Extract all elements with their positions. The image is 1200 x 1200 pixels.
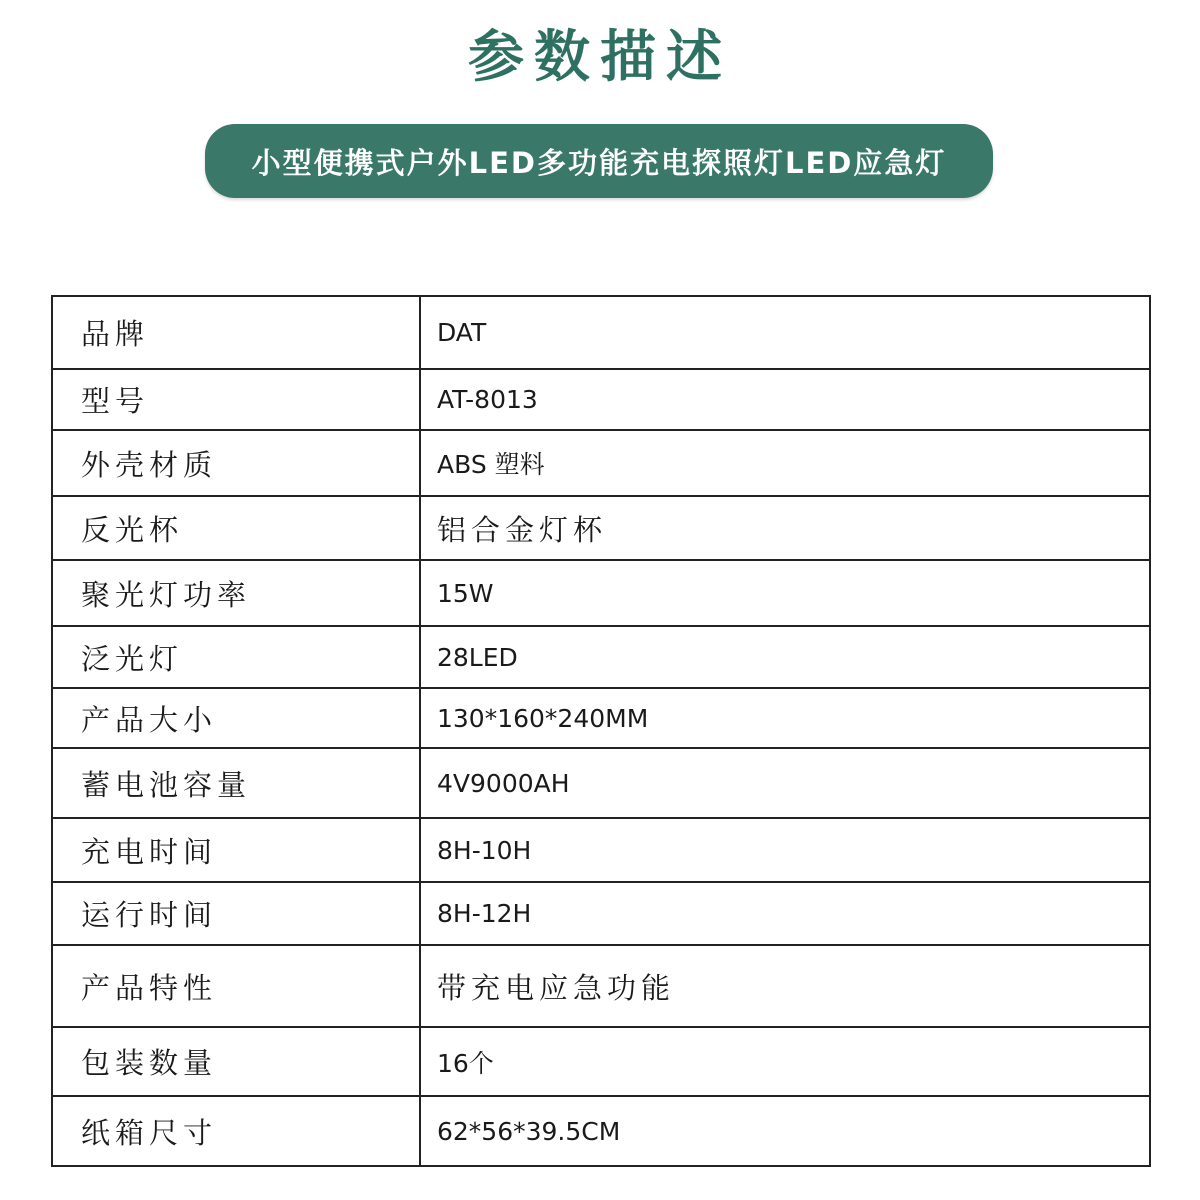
spec-label-package-quantity: 包装数量 <box>52 1027 420 1096</box>
product-name-text: 小型便携式户外LED多功能充电探照灯LED应急灯 <box>251 145 947 180</box>
spec-value-model: AT-8013 <box>420 369 1150 430</box>
spec-value-run-time: 8H-12H <box>420 882 1150 945</box>
spec-label-housing-material: 外壳材质 <box>52 430 420 496</box>
table-row <box>52 882 1150 945</box>
spec-value-brand: DAT <box>420 296 1150 369</box>
spec-label-battery-capacity: 蓄电池容量 <box>52 748 420 818</box>
table-row <box>52 1096 1150 1166</box>
table-row <box>52 369 1150 430</box>
table-row <box>52 496 1150 560</box>
table-row <box>52 1027 1150 1096</box>
table-row <box>52 688 1150 748</box>
spec-value-housing-material: ABS 塑料 <box>420 430 1150 496</box>
spec-table <box>51 295 1151 1167</box>
spec-value-carton-size: 62*56*39.5CM <box>420 1096 1150 1166</box>
spec-label-model: 型号 <box>52 369 420 430</box>
page-title: 参数描述 <box>468 25 732 90</box>
spec-label-spotlight-power: 聚光灯功率 <box>52 560 420 626</box>
table-row <box>52 430 1150 496</box>
spec-label-run-time: 运行时间 <box>52 882 420 945</box>
product-name-banner <box>205 124 993 198</box>
spec-label-charging-time: 充电时间 <box>52 818 420 882</box>
spec-label-product-size: 产品大小 <box>52 688 420 748</box>
table-row <box>52 818 1150 882</box>
spec-value-product-features: 带充电应急功能 <box>420 945 1150 1027</box>
spec-label-product-features: 产品特性 <box>52 945 420 1027</box>
spec-label-brand: 品牌 <box>52 296 420 369</box>
spec-value-battery-capacity: 4V9000AH <box>420 748 1150 818</box>
spec-value-package-quantity: 16个 <box>420 1027 1150 1096</box>
spec-value-product-size: 130*160*240MM <box>420 688 1150 748</box>
table-row <box>52 296 1150 369</box>
spec-label-reflector: 反光杯 <box>52 496 420 560</box>
table-row <box>52 560 1150 626</box>
spec-value-reflector: 铝合金灯杯 <box>420 496 1150 560</box>
table-row <box>52 748 1150 818</box>
table-row <box>52 626 1150 688</box>
spec-value-charging-time: 8H-10H <box>420 818 1150 882</box>
spec-value-floodlight: 28LED <box>420 626 1150 688</box>
spec-label-floodlight: 泛光灯 <box>52 626 420 688</box>
spec-label-carton-size: 纸箱尺寸 <box>52 1096 420 1166</box>
table-row <box>52 945 1150 1027</box>
spec-value-spotlight-power: 15W <box>420 560 1150 626</box>
